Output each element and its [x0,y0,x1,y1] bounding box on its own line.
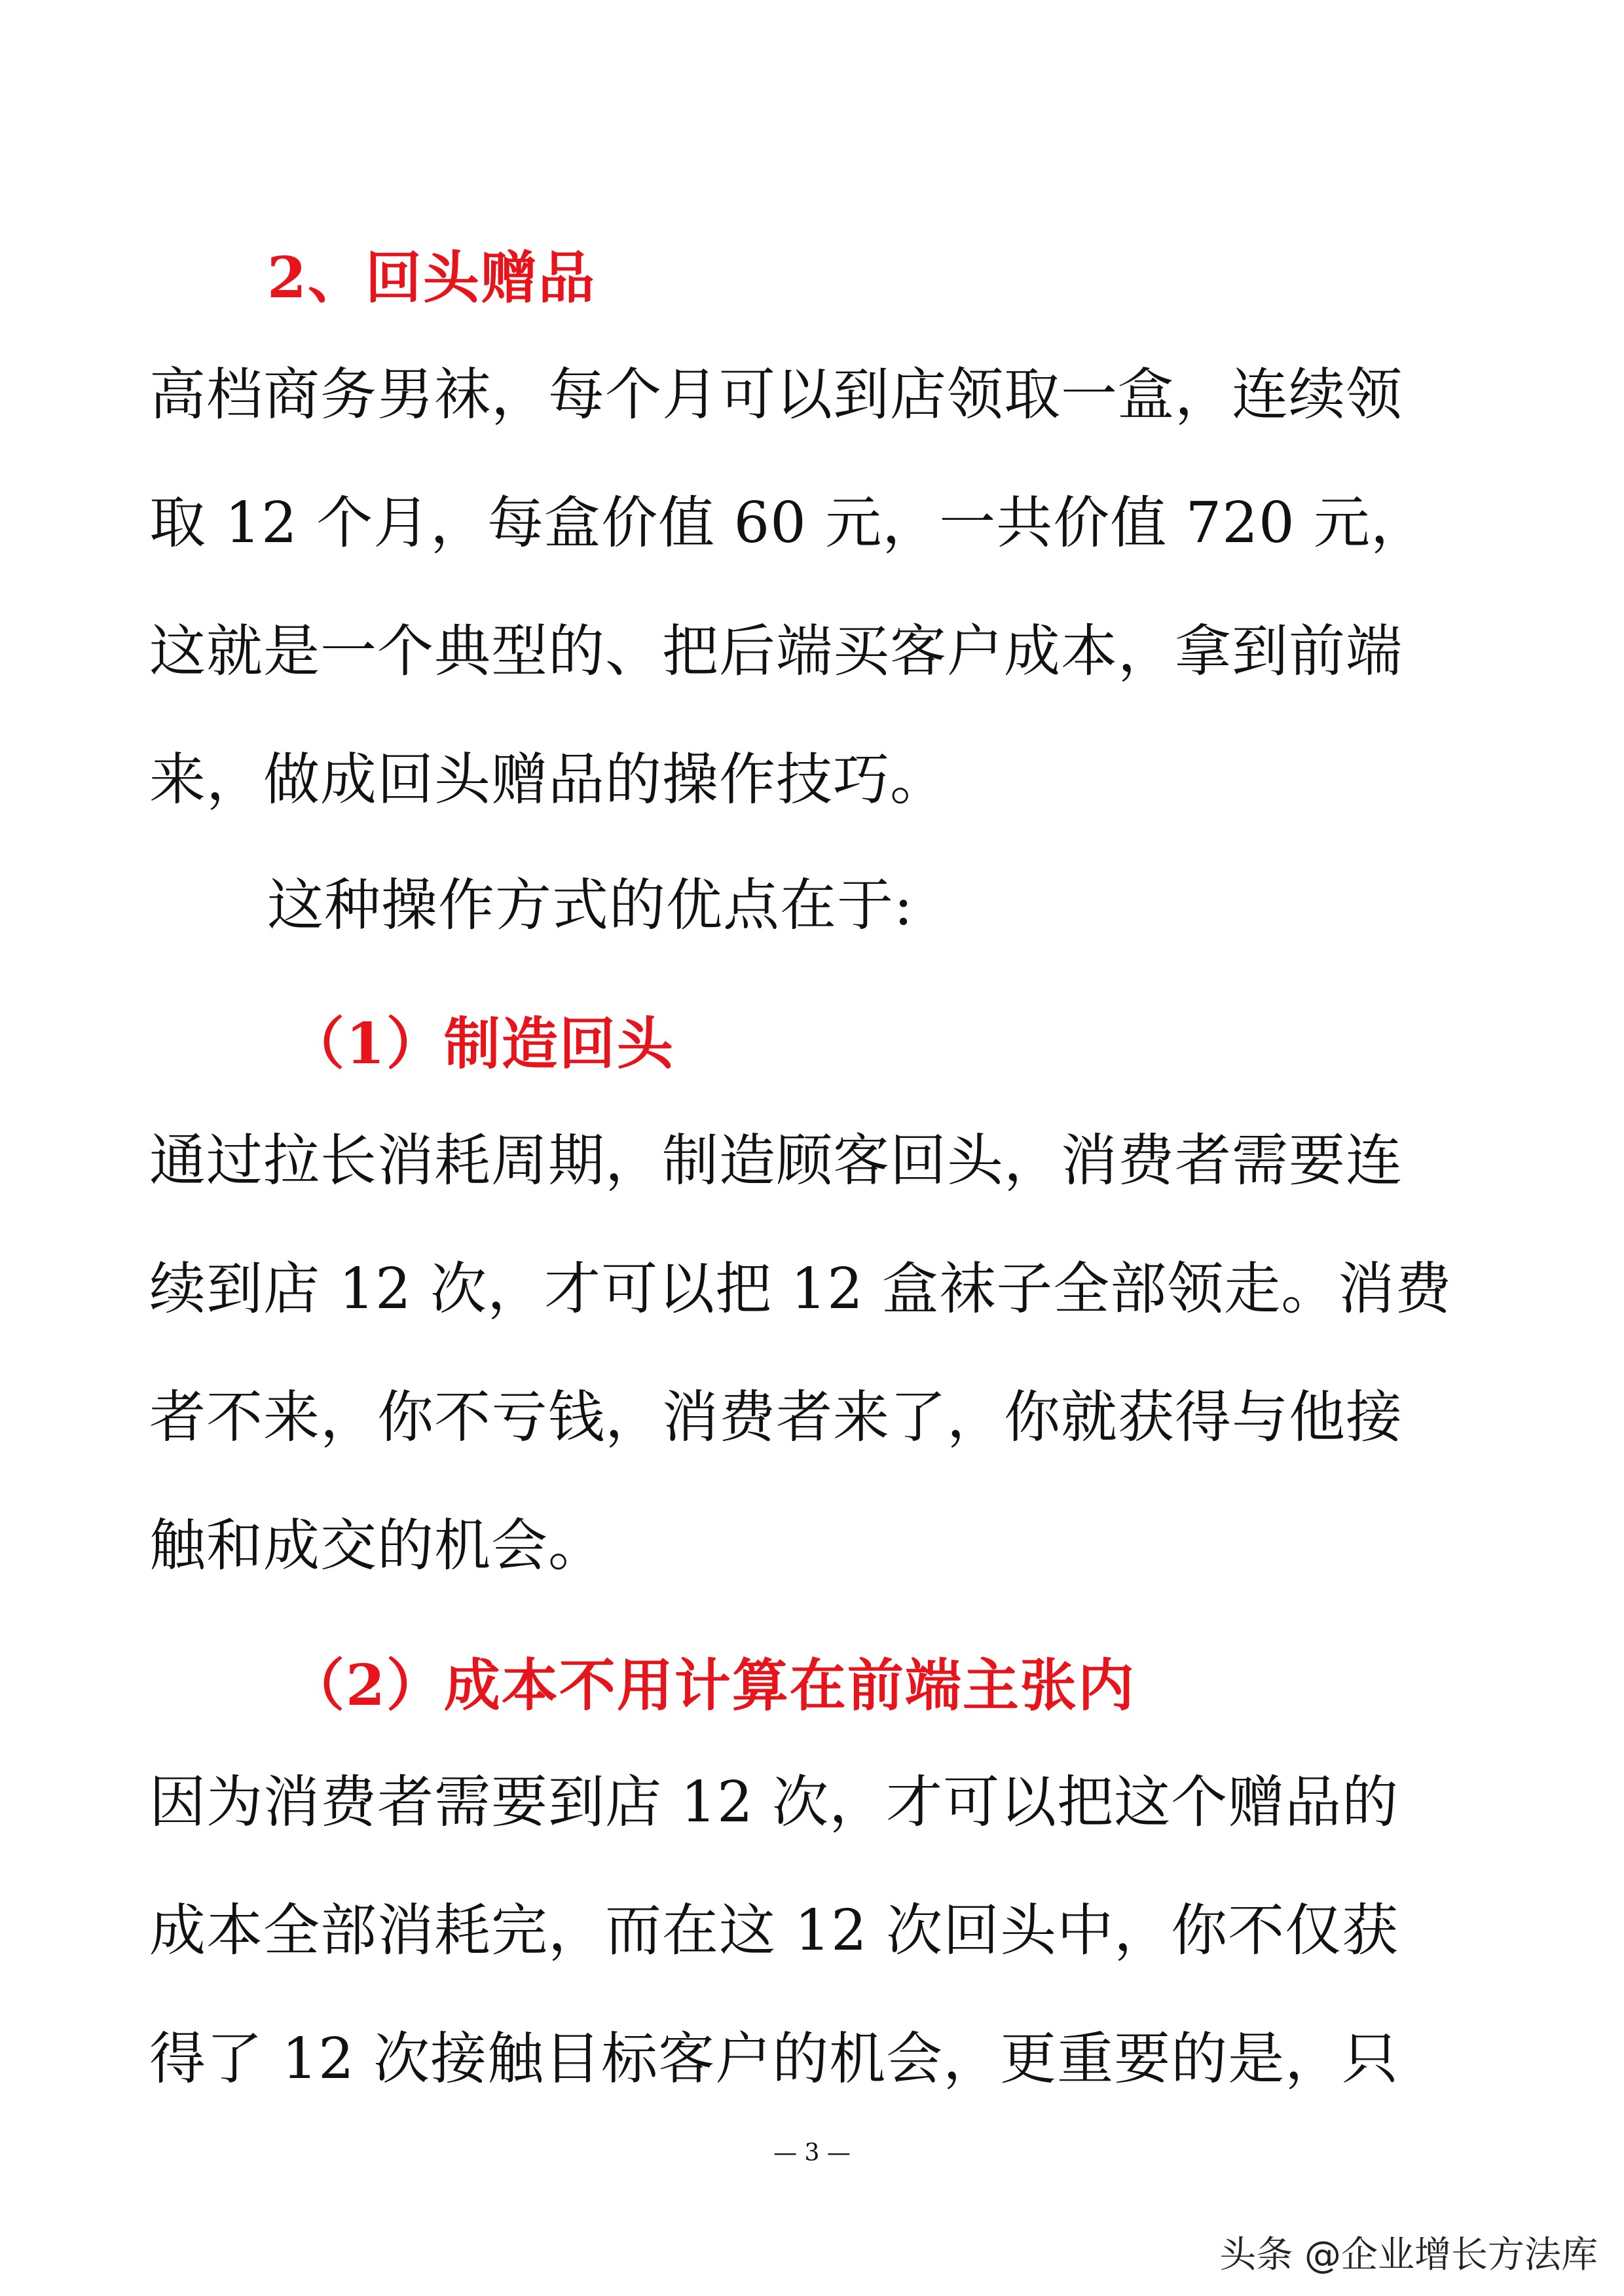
sub-heading-1: （1）制造回头 [288,1011,674,1077]
paragraph-1-line: 这就是一个典型的、把后端买客户成本，拿到前端 [149,619,1403,684]
paragraph-3 [149,1738,1485,2123]
watermark-text: 头条 @企业增长方法库 [1219,2234,1598,2276]
paragraph-1-line: 取 12 个月，每盒价值 60 元，一共价值 720 元， [149,490,1428,556]
intro-line-container [267,841,1603,970]
section-heading: 2、回头赠品 [267,245,596,311]
paragraph-2-line: 通过拉长消耗周期，制造顾客回头，消费者需要连 [149,1128,1403,1194]
paragraph-2 [149,1097,1485,1610]
paragraph-3-line: 成本全部消耗完，而在这 12 次回头中，你不仅获 [149,1898,1399,1963]
paragraph-1-line: 来，做成回头赠品的操作技巧。 [149,747,947,812]
paragraph-3-line: 得了 12 次接触目标客户的机会，更重要的是，只 [149,2026,1399,2092]
page-number: — 3 — [773,2140,851,2166]
paragraph-1-line: 高档商务男袜，每个月可以到店领取一盒，连续领 [149,362,1403,428]
paragraph-2-line: 者不来，你不亏钱，消费者来了，你就获得与他接 [149,1385,1403,1450]
paragraph-1 [149,331,1485,844]
paragraph-3-line: 因为消费者需要到店 12 次，才可以把这个赠品的 [149,1770,1399,1835]
intro-line: 这种操作方式的优点在于: [267,873,913,938]
paragraph-2-line: 触和成交的机会。 [149,1513,605,1578]
paragraph-2-line: 续到店 12 次，才可以把 12 盒袜子全部领走。消费 [149,1256,1452,1322]
sub-heading-2: （2）成本不用计算在前端主张内 [288,1652,1135,1719]
